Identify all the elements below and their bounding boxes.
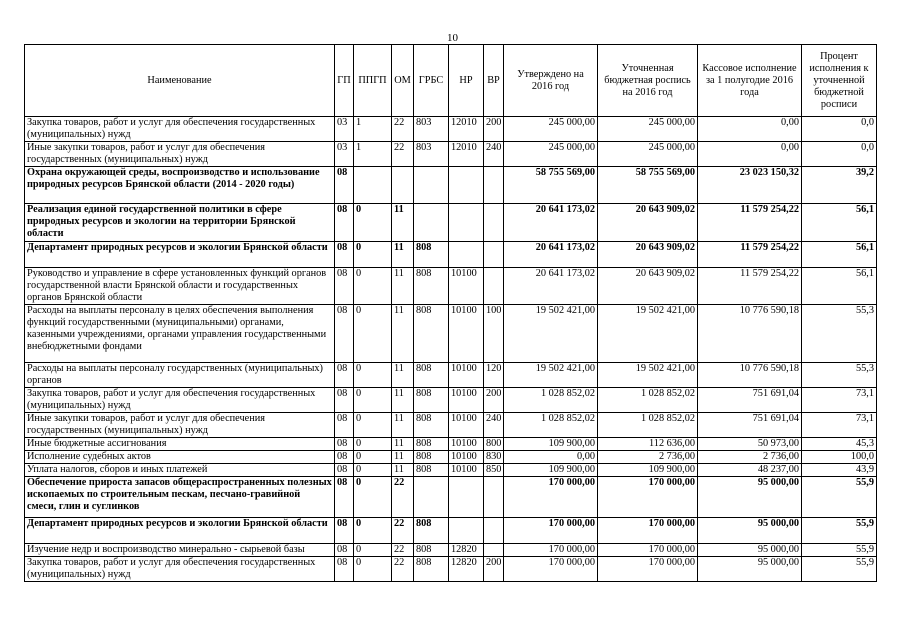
cell-vr: 120 — [484, 363, 504, 388]
cell-cash: 48 237,00 — [698, 464, 802, 477]
cell-grbs: 808 — [414, 242, 449, 268]
cell-cash: 95 000,00 — [698, 544, 802, 557]
cell-refined: 20 643 909,02 — [598, 204, 698, 242]
cell-percent: 45,3 — [802, 438, 877, 451]
cell-name: Обеспечение прироста запасов общераспространенных полезных ископаемых по строительным пескам, песчано-гравийной смеси, глин и суглинков — [25, 477, 335, 518]
cell-vr: 200 — [484, 557, 504, 582]
cell-name: Изучение недр и воспроизводство минерально - сырьевой базы — [25, 544, 335, 557]
cell-nr: 10100 — [449, 268, 484, 305]
cell-pgp: 0 — [354, 204, 392, 242]
cell-refined: 245 000,00 — [598, 142, 698, 167]
cell-pgp: 0 — [354, 451, 392, 464]
cell-gp: 08 — [335, 363, 354, 388]
cell-grbs: 808 — [414, 363, 449, 388]
cell-percent: 0,0 — [802, 117, 877, 142]
cell-approved: 1 028 852,02 — [504, 388, 598, 413]
cell-om: 22 — [392, 142, 414, 167]
cell-approved: 20 641 173,02 — [504, 268, 598, 305]
cell-name: Иные закупки товаров, работ и услуг для обеспечения государственных (муниципальных) нужд — [25, 142, 335, 167]
cell-percent: 55,9 — [802, 557, 877, 582]
cell-name: Расходы на выплаты персоналу в целях обеспечения выполнения функций государственными (муниципальными) органами, казенными учреждениями, органами управления государственными внебюджетными фондами — [25, 305, 335, 363]
cell-name: Уплата налогов, сборов и иных платежей — [25, 464, 335, 477]
cell-vr — [484, 204, 504, 242]
table-row — [25, 451, 877, 464]
cell-gp: 08 — [335, 167, 354, 204]
cell-approved: 19 502 421,00 — [504, 305, 598, 363]
cell-approved: 109 900,00 — [504, 438, 598, 451]
header-name: Наименование — [25, 45, 335, 117]
cell-vr: 240 — [484, 142, 504, 167]
cell-refined: 1 028 852,02 — [598, 388, 698, 413]
cell-grbs: 808 — [414, 268, 449, 305]
cell-pgp: 0 — [354, 388, 392, 413]
cell-percent: 43,9 — [802, 464, 877, 477]
table-row — [25, 544, 877, 557]
table-row — [25, 142, 877, 167]
cell-gp: 08 — [335, 305, 354, 363]
table-row — [25, 438, 877, 451]
cell-nr: 10100 — [449, 464, 484, 477]
cell-cash: 10 776 590,18 — [698, 363, 802, 388]
header-nr: НР — [449, 45, 484, 117]
cell-cash: 0,00 — [698, 117, 802, 142]
cell-nr: 10100 — [449, 413, 484, 438]
cell-approved: 58 755 569,00 — [504, 167, 598, 204]
cell-om: 22 — [392, 117, 414, 142]
cell-pgp: 1 — [354, 117, 392, 142]
cell-gp: 08 — [335, 388, 354, 413]
cell-percent: 73,1 — [802, 388, 877, 413]
table-row — [25, 167, 877, 204]
cell-om: 11 — [392, 464, 414, 477]
cell-gp: 08 — [335, 204, 354, 242]
cell-approved: 1 028 852,02 — [504, 413, 598, 438]
cell-nr: 10100 — [449, 305, 484, 363]
cell-om: 11 — [392, 413, 414, 438]
table-row — [25, 388, 877, 413]
cell-gp: 08 — [335, 242, 354, 268]
cell-percent: 39,2 — [802, 167, 877, 204]
cell-approved: 109 900,00 — [504, 464, 598, 477]
cell-vr — [484, 477, 504, 518]
cell-approved: 20 641 173,02 — [504, 204, 598, 242]
cell-percent: 55,3 — [802, 305, 877, 363]
cell-nr: 12820 — [449, 557, 484, 582]
cell-pgp: 0 — [354, 557, 392, 582]
cell-pgp: 0 — [354, 477, 392, 518]
cell-approved: 19 502 421,00 — [504, 363, 598, 388]
cell-om: 11 — [392, 363, 414, 388]
cell-om: 22 — [392, 557, 414, 582]
cell-refined: 112 636,00 — [598, 438, 698, 451]
cell-pgp: 0 — [354, 268, 392, 305]
cell-om: 11 — [392, 242, 414, 268]
cell-om: 11 — [392, 388, 414, 413]
cell-grbs — [414, 477, 449, 518]
header-cash: Кассовое исполнение за 1 полугодие 2016 года — [698, 45, 802, 117]
cell-nr — [449, 242, 484, 268]
table-body — [25, 117, 877, 582]
cell-name: Департамент природных ресурсов и экологии Брянской области — [25, 242, 335, 268]
cell-percent: 73,1 — [802, 413, 877, 438]
cell-pgp — [354, 167, 392, 204]
cell-nr: 10100 — [449, 388, 484, 413]
header-vr: ВР — [484, 45, 504, 117]
cell-percent: 55,3 — [802, 363, 877, 388]
cell-om: 11 — [392, 268, 414, 305]
header-gp: ГП — [335, 45, 354, 117]
cell-name: Исполнение судебных актов — [25, 451, 335, 464]
cell-om: 11 — [392, 438, 414, 451]
table-row — [25, 363, 877, 388]
cell-cash: 10 776 590,18 — [698, 305, 802, 363]
header-grbs: ГРБС — [414, 45, 449, 117]
cell-refined: 1 028 852,02 — [598, 413, 698, 438]
cell-vr: 800 — [484, 438, 504, 451]
cell-approved: 170 000,00 — [504, 557, 598, 582]
cell-grbs: 808 — [414, 305, 449, 363]
cell-grbs — [414, 167, 449, 204]
cell-grbs — [414, 204, 449, 242]
cell-gp: 08 — [335, 464, 354, 477]
header-approved: Утверждено на 2016 год — [504, 45, 598, 117]
cell-vr — [484, 242, 504, 268]
cell-approved: 170 000,00 — [504, 518, 598, 544]
cell-name: Департамент природных ресурсов и экологии Брянской области — [25, 518, 335, 544]
cell-refined: 19 502 421,00 — [598, 305, 698, 363]
table-row — [25, 242, 877, 268]
cell-nr: 12010 — [449, 117, 484, 142]
cell-gp: 03 — [335, 117, 354, 142]
cell-name: Иные бюджетные ассигнования — [25, 438, 335, 451]
cell-refined: 19 502 421,00 — [598, 363, 698, 388]
cell-grbs: 808 — [414, 464, 449, 477]
cell-refined: 2 736,00 — [598, 451, 698, 464]
cell-vr: 200 — [484, 388, 504, 413]
cell-approved: 170 000,00 — [504, 477, 598, 518]
cell-cash: 11 579 254,22 — [698, 268, 802, 305]
cell-grbs: 808 — [414, 413, 449, 438]
cell-cash: 95 000,00 — [698, 518, 802, 544]
cell-grbs: 808 — [414, 438, 449, 451]
cell-pgp: 0 — [354, 363, 392, 388]
cell-cash: 11 579 254,22 — [698, 242, 802, 268]
table-row — [25, 557, 877, 582]
cell-name: Закупка товаров, работ и услуг для обеспечения государственных (муниципальных) нужд — [25, 557, 335, 582]
cell-vr: 100 — [484, 305, 504, 363]
cell-grbs: 808 — [414, 557, 449, 582]
cell-nr: 10100 — [449, 451, 484, 464]
cell-name: Охрана окружающей среды, воспроизводство и использование природных ресурсов Брянской области (2014 - 2020 годы) — [25, 167, 335, 204]
header-refined: Уточненная бюджетная роспись на 2016 год — [598, 45, 698, 117]
cell-vr — [484, 167, 504, 204]
cell-grbs: 803 — [414, 117, 449, 142]
cell-nr — [449, 518, 484, 544]
cell-cash: 50 973,00 — [698, 438, 802, 451]
cell-om — [392, 167, 414, 204]
cell-percent: 56,1 — [802, 268, 877, 305]
cell-cash: 11 579 254,22 — [698, 204, 802, 242]
cell-name: Руководство и управление в сфере установленных функций органов государственной власти Брянской области и государственных органов Брянской области — [25, 268, 335, 305]
table-header-row — [25, 45, 877, 117]
cell-grbs: 808 — [414, 388, 449, 413]
cell-vr — [484, 268, 504, 305]
table-row — [25, 518, 877, 544]
cell-name: Расходы на выплаты персоналу государственных (муниципальных) органов — [25, 363, 335, 388]
cell-approved: 245 000,00 — [504, 142, 598, 167]
cell-name: Закупка товаров, работ и услуг для обеспечения государственных (муниципальных) нужд — [25, 388, 335, 413]
cell-cash: 2 736,00 — [698, 451, 802, 464]
cell-nr: 10100 — [449, 438, 484, 451]
cell-nr — [449, 477, 484, 518]
cell-refined: 245 000,00 — [598, 117, 698, 142]
cell-vr — [484, 518, 504, 544]
cell-pgp: 0 — [354, 464, 392, 477]
cell-refined: 170 000,00 — [598, 557, 698, 582]
cell-pgp: 1 — [354, 142, 392, 167]
cell-pgp: 0 — [354, 242, 392, 268]
cell-nr — [449, 167, 484, 204]
cell-om: 11 — [392, 204, 414, 242]
header-percent: Процент исполнения к уточненной бюджетной росписи — [802, 45, 877, 117]
cell-grbs: 808 — [414, 518, 449, 544]
cell-refined: 170 000,00 — [598, 518, 698, 544]
cell-cash: 0,00 — [698, 142, 802, 167]
cell-approved: 245 000,00 — [504, 117, 598, 142]
cell-cash: 751 691,04 — [698, 388, 802, 413]
cell-gp: 08 — [335, 518, 354, 544]
cell-percent: 56,1 — [802, 204, 877, 242]
table-row — [25, 413, 877, 438]
cell-vr: 850 — [484, 464, 504, 477]
budget-table — [24, 44, 877, 582]
cell-gp: 03 — [335, 142, 354, 167]
cell-pgp: 0 — [354, 544, 392, 557]
cell-percent: 55,9 — [802, 544, 877, 557]
cell-approved: 20 641 173,02 — [504, 242, 598, 268]
cell-name: Закупка товаров, работ и услуг для обеспечения государственных (муниципальных) нужд — [25, 117, 335, 142]
cell-refined: 109 900,00 — [598, 464, 698, 477]
cell-pgp: 0 — [354, 413, 392, 438]
cell-gp: 08 — [335, 544, 354, 557]
cell-percent: 0,0 — [802, 142, 877, 167]
cell-approved: 170 000,00 — [504, 544, 598, 557]
cell-vr: 240 — [484, 413, 504, 438]
cell-refined: 170 000,00 — [598, 544, 698, 557]
cell-cash: 751 691,04 — [698, 413, 802, 438]
table-row — [25, 305, 877, 363]
cell-pgp: 0 — [354, 305, 392, 363]
cell-om: 11 — [392, 451, 414, 464]
cell-cash: 95 000,00 — [698, 557, 802, 582]
cell-nr: 12820 — [449, 544, 484, 557]
cell-pgp: 0 — [354, 438, 392, 451]
table-row — [25, 477, 877, 518]
cell-name: Иные закупки товаров, работ и услуг для обеспечения государственных (муниципальных) нужд — [25, 413, 335, 438]
cell-pgp: 0 — [354, 518, 392, 544]
cell-gp: 08 — [335, 451, 354, 464]
cell-approved: 0,00 — [504, 451, 598, 464]
cell-grbs: 808 — [414, 544, 449, 557]
cell-om: 11 — [392, 305, 414, 363]
cell-om: 22 — [392, 544, 414, 557]
cell-refined: 58 755 569,00 — [598, 167, 698, 204]
cell-nr: 12010 — [449, 142, 484, 167]
cell-cash: 23 023 150,32 — [698, 167, 802, 204]
cell-percent: 55,9 — [802, 477, 877, 518]
header-om: ОМ — [392, 45, 414, 117]
cell-grbs: 808 — [414, 451, 449, 464]
cell-om: 22 — [392, 477, 414, 518]
cell-gp: 08 — [335, 413, 354, 438]
table-row — [25, 464, 877, 477]
header-pgp: ППГП — [354, 45, 392, 117]
cell-gp: 08 — [335, 477, 354, 518]
page-number: 10 — [447, 32, 458, 44]
cell-vr: 830 — [484, 451, 504, 464]
cell-refined: 20 643 909,02 — [598, 268, 698, 305]
cell-om: 22 — [392, 518, 414, 544]
cell-percent: 55,9 — [802, 518, 877, 544]
table-row — [25, 204, 877, 242]
cell-vr — [484, 544, 504, 557]
cell-name: Реализация единой государственной политики в сфере природных ресурсов и экологии на территории Брянской области — [25, 204, 335, 242]
cell-nr: 10100 — [449, 363, 484, 388]
cell-grbs: 803 — [414, 142, 449, 167]
cell-percent: 56,1 — [802, 242, 877, 268]
cell-refined: 170 000,00 — [598, 477, 698, 518]
cell-gp: 08 — [335, 268, 354, 305]
cell-nr — [449, 204, 484, 242]
cell-gp: 08 — [335, 557, 354, 582]
cell-cash: 95 000,00 — [698, 477, 802, 518]
table-row — [25, 117, 877, 142]
cell-vr: 200 — [484, 117, 504, 142]
cell-percent: 100,0 — [802, 451, 877, 464]
cell-gp: 08 — [335, 438, 354, 451]
cell-refined: 20 643 909,02 — [598, 242, 698, 268]
table-row — [25, 268, 877, 305]
